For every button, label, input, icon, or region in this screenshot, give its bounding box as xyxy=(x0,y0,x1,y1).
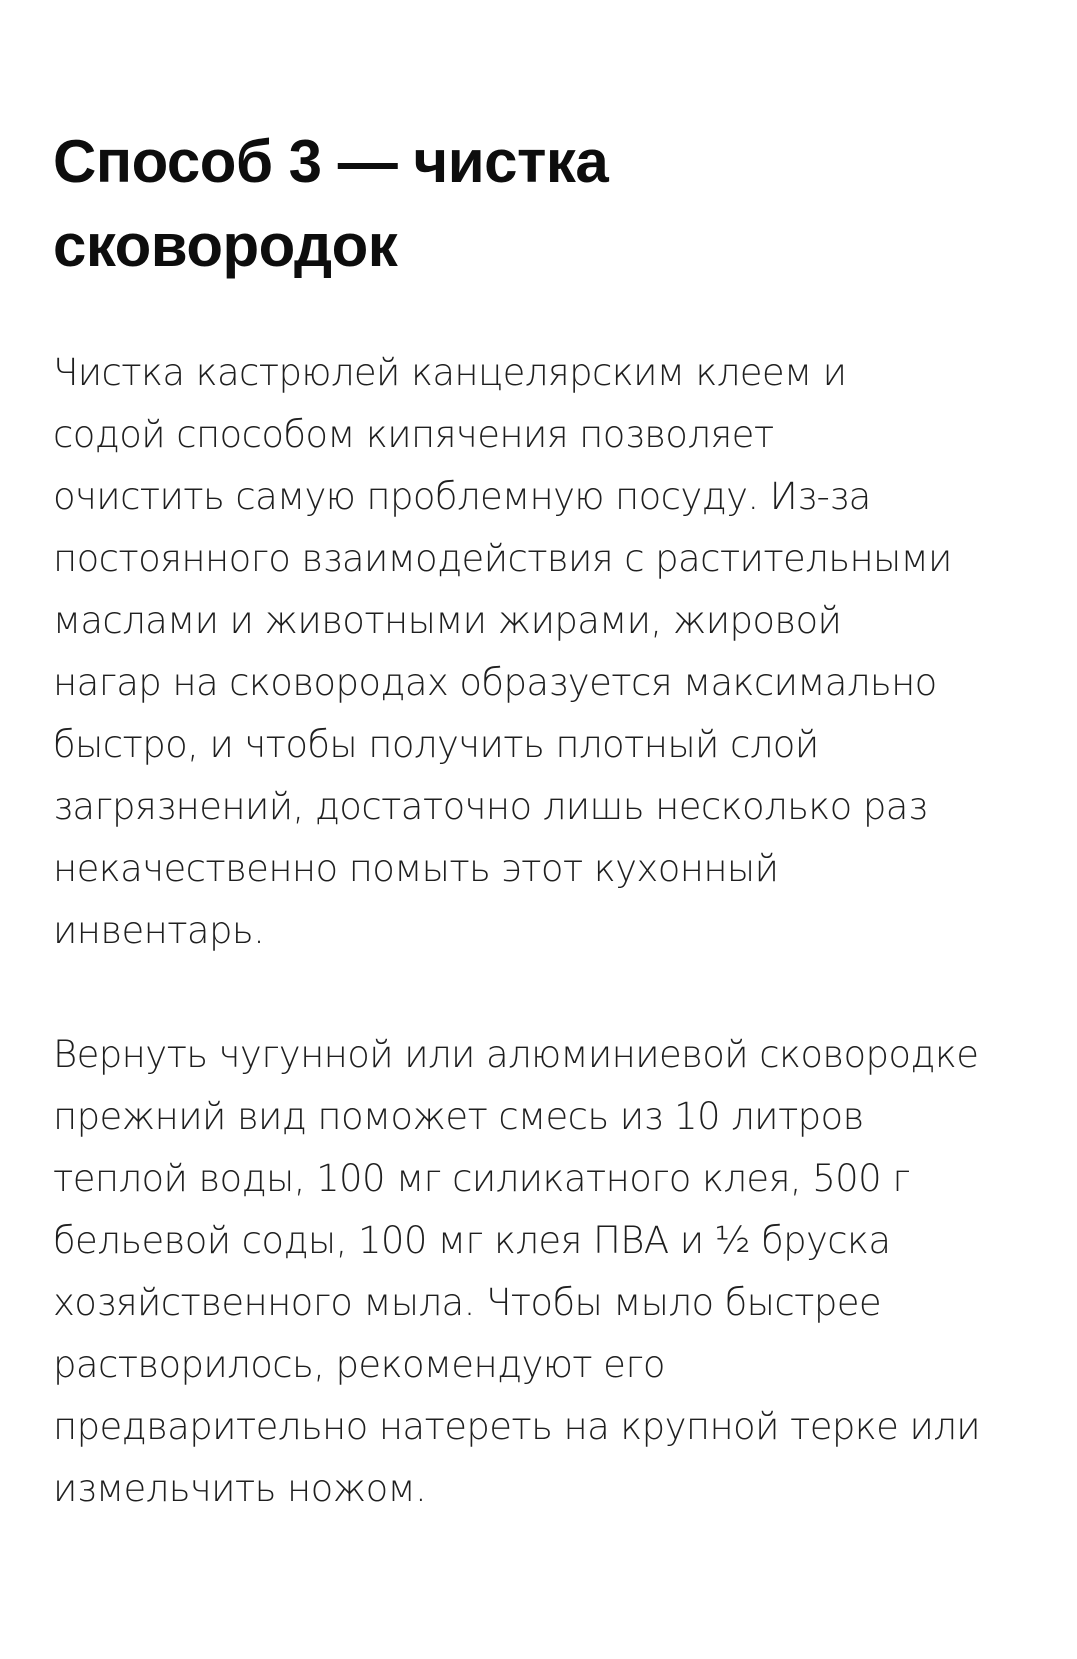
article-content xyxy=(53,120,1013,1520)
section-heading: Способ 3 — чистка сковородок xyxy=(53,128,609,279)
paragraph-recipe: Вернуть чугунной или алюминиевой сковородке прежний вид поможет смесь из 10 литров теплой воды, 100 мг силикатного клея, 500 г бельевой соды, 100 мг клея ПВА и ½ бруска хозяйственного мыла. Чтобы мыло быстрее растворилось, рекомендуют его предварительно натереть на крупной терке или измельчить ножом. xyxy=(53,1033,981,1510)
paragraph-intro: Чистка кастрюлей канцелярским клеем и содой способом кипячения позволяет очистить самую проблемную посуду. Из-за постоянного взаимодействия с растительными маслами и животными жирами, жировой нагар на сковородах образуется максимально быстро, и чтобы получить плотный слой загрязнений, достаточно лишь несколько раз некачественно помыть этот кухонный инвентарь. xyxy=(53,351,952,952)
